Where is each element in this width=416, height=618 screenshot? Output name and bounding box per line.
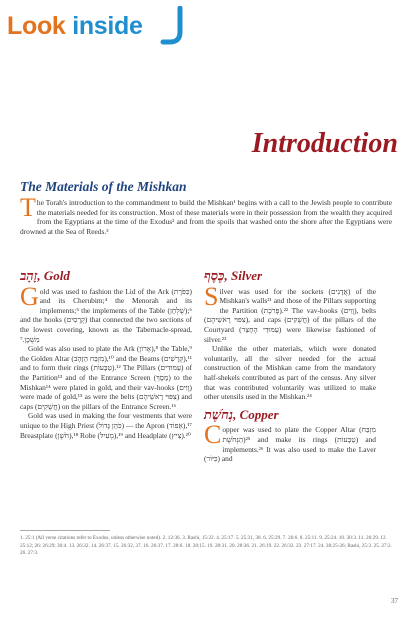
curved-arrow-icon	[160, 6, 194, 50]
gold-paragraph-1	[20, 281, 192, 345]
look-inside-label	[7, 12, 143, 41]
section-heading: The Materials of the Mishkan	[20, 179, 187, 194]
drop-cap: G	[20, 281, 39, 311]
silver-copper-column	[204, 268, 376, 464]
gold-text-1: old was used to fashion the Lid of the Ark (כַּפֹּרֶת) and its Cherubim;⁴ the Menorah and its implements;⁵ the implements of the Table (שֻׁלְחָן);⁶ and the hooks (קְרָסִים) that connected the two sections of the lowest covering, known as the Tabernacle-spread, מִשְׁכָּן.⁷	[20, 286, 192, 344]
page-title: Introduction	[251, 128, 398, 159]
silver-paragraph-1	[204, 281, 376, 345]
footnote-rule	[20, 530, 110, 531]
copper-paragraph-1	[204, 420, 376, 464]
silver-text-1: ilver was used for the sockets (אֲדָנִים) of the Mishkan's walls²¹ and those of the Pillars supporting the Partition (פָּרֹכֶת).²² The vav-hooks (וָוִים), belts (צִפּוּי רָאשֵׁיהֶם), and caps (חֲשֻׁקִים) of the pillars of the Courtyard (עַמּוּדֵי הֶחָצֵר) were likewise fashioned of silver.²³	[204, 286, 376, 344]
look-word: Look	[7, 12, 66, 40]
drop-cap: C	[204, 420, 222, 450]
look-inside-banner	[0, 0, 416, 56]
book-page	[20, 56, 398, 618]
inside-word: inside	[72, 12, 143, 40]
drop-cap: T	[20, 193, 36, 222]
copper-text-1: opper was used to plate the Copper Altar (מִזְבַּח הַנְּחֹשֶׁת)²⁵ and make its rings (טַבָּעוֹת) and implements.²⁶ It was also used to make the Laver (כִּיּוֹר) and	[204, 425, 376, 464]
page-number: 37	[391, 597, 398, 605]
gold-paragraph-3: Gold was used in making the four vestments that were unique to the High Priest (כֹּהֵן גָּדוֹל) — the Apron (אֵפוֹד),¹⁷ Breastplate (חֹשֶׁן),¹⁸ Robe (מְעִיל),¹⁹ and Headplate (צִיץ).²⁰	[20, 411, 192, 440]
silver-heading: כֶּסֶף, Silver	[204, 268, 263, 283]
drop-cap: S	[204, 281, 219, 311]
copper-heading: נְחֹשֶׁת, Copper	[204, 406, 279, 422]
intro-text: he Torah's introduction to the commandment to build the Mishkan¹ begins with a call to the Jewish people to contribute the materials needed for its construction. Most of these materials were in their possession from the wealth they acquired from the Egyptians at the time of the Exodus² and from the spoils that washed onto the shore after the Egyptians were drowned at the Sea of Reeds.³	[20, 198, 392, 236]
gold-column	[20, 268, 193, 440]
gold-heading: זָהָב, Gold	[20, 268, 70, 283]
gold-paragraph-2: Gold was also used to plate the Ark (אָרוֹן),⁸ the Table,⁹ the Golden Altar (מִזְבַּח הַזָּהָב),¹⁰ and the Beams (קְרָשִׁים),¹¹ and to form their rings (טַבָּעוֹת).¹² The Pillars (עַמּוּדִים) of the Partition¹³ and of the Entrance Screen (מָסָךְ) to the Mishkan¹⁴ were plated in gold, and their vav-hooks (וָוִים) were made of gold,¹⁵ as were the belts (צִפּוּי רָאשֵׁיהֶם) and caps (חֲשֻׁקִים) on the pillars of the Entrance Screen.¹⁶	[20, 344, 193, 411]
intro-paragraph	[20, 193, 392, 236]
footnotes: 1. 25:1 (All verse citations refer to Exodus, unless otherwise noted). 2. 12:36. 3. Rashi, 15:22. 4. 25:17. 5. 25:31, 38. 6. 25:29. 7. 26:6. 8. 25:11. 9. 25:24. 10. 30:3. 11. 26:29. 12. 25:12; 26: 26:29; 30:4. 13. 26:32. 14. 26:37. 15. 26:32, 37. 16. 26:37. 17. 28:6. 18. 28:15. 19. 28:31. 20. 28:36. 21. 26:19. 22. 26:32. 23. 27:17. 24. 38:25-26; Rashi, 25:3. 25. 27:2. 26. 27:3.	[20, 535, 392, 557]
silver-paragraph-2: Unlike the other materials, which were donated voluntarily, all the silver needed for the actual construction of the Mishkan came from the mandatory half-shekels contributed as part of the census. Any silver that was contributed voluntarily was utilized to make other utensils used in the Mishkan.²⁴	[204, 344, 376, 402]
